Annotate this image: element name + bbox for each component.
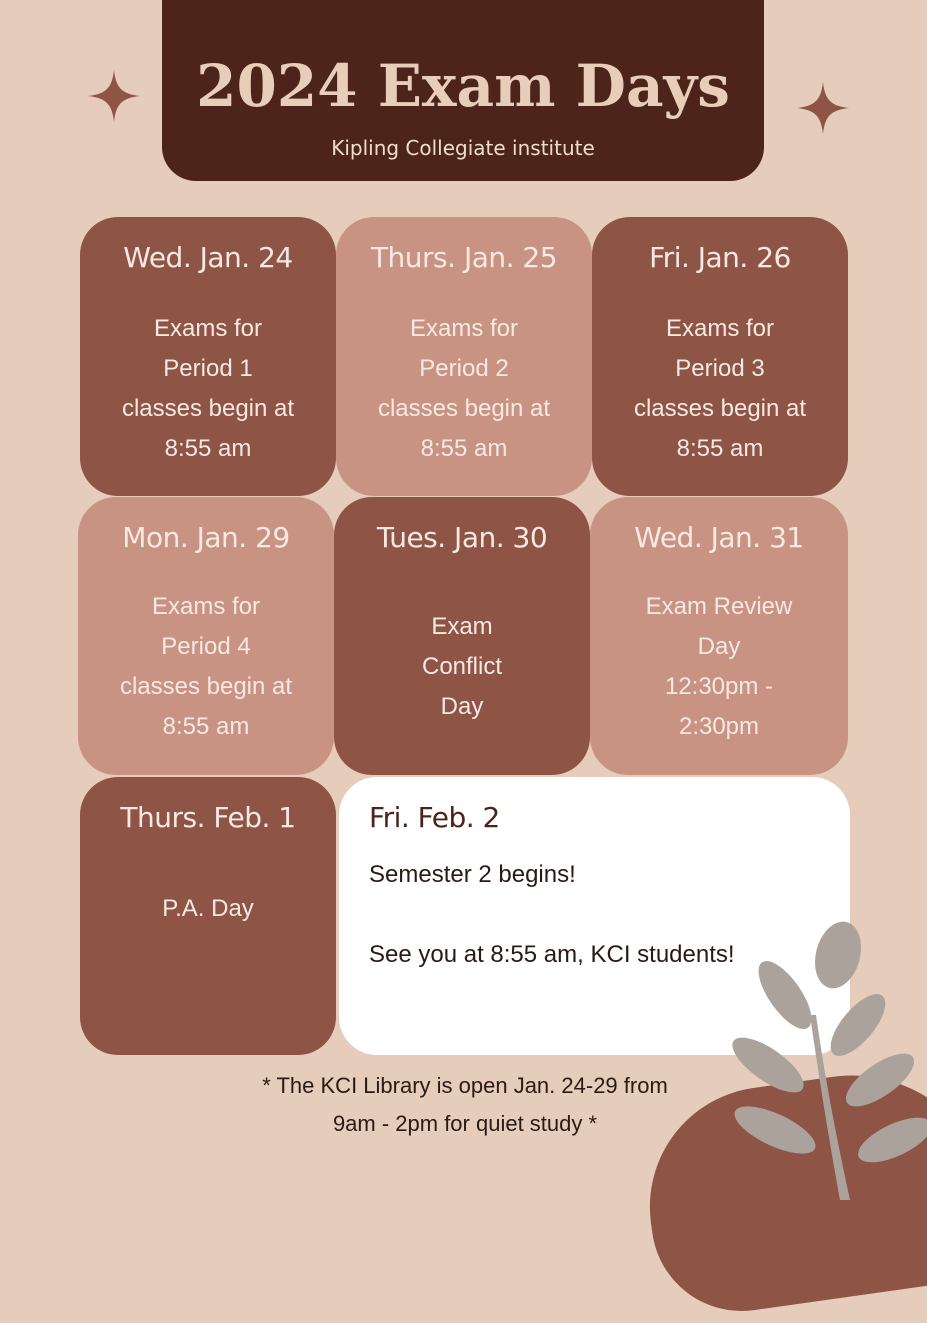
library-notice-line-1: * The KCI Library is open Jan. 24-29 from bbox=[262, 1073, 668, 1098]
day-card bbox=[336, 217, 592, 496]
detail-line: classes begin at bbox=[121, 395, 295, 422]
day-card bbox=[80, 217, 336, 496]
day-card bbox=[590, 497, 848, 775]
detail-line: Day bbox=[440, 693, 484, 720]
detail-line: 8:55 am bbox=[162, 713, 250, 740]
detail-line: 2:30pm bbox=[678, 713, 760, 740]
detail-line: Exams for bbox=[665, 315, 775, 342]
day-details bbox=[602, 587, 836, 747]
sparkle-icon bbox=[797, 82, 849, 134]
school-name: Kipling Collegiate institute bbox=[331, 136, 595, 160]
day-date: Thurs. Jan. 25 bbox=[370, 241, 558, 274]
sparkle-icon bbox=[88, 70, 140, 122]
detail-line: 8:55 am bbox=[420, 435, 508, 462]
day-date: Mon. Jan. 29 bbox=[122, 521, 290, 554]
day-details bbox=[90, 587, 322, 747]
day-card bbox=[80, 777, 336, 1055]
day-details bbox=[346, 607, 578, 727]
day-date: Tues. Jan. 30 bbox=[376, 521, 548, 554]
detail-line: Exam Review bbox=[645, 593, 793, 620]
detail-line: Period 1 bbox=[163, 355, 253, 382]
detail-line: Exams for bbox=[151, 593, 261, 620]
detail-line: Exams for bbox=[409, 315, 519, 342]
header-banner bbox=[162, 0, 764, 181]
detail-line: Period 2 bbox=[419, 355, 509, 382]
day-details bbox=[348, 309, 580, 469]
day-card bbox=[78, 497, 334, 775]
detail-line: Period 3 bbox=[675, 355, 765, 382]
detail-line: 8:55 am bbox=[676, 435, 764, 462]
welcome-message: See you at 8:55 am, KCI students! bbox=[369, 941, 735, 968]
detail-line: 8:55 am bbox=[164, 435, 252, 462]
day-card bbox=[592, 217, 848, 496]
day-date: Fri. Jan. 26 bbox=[649, 241, 791, 274]
detail-line: Period 4 bbox=[161, 633, 251, 660]
page-title: 2024 Exam Days bbox=[196, 52, 730, 120]
detail-line: classes begin at bbox=[633, 395, 807, 422]
detail-line: Exams for bbox=[153, 315, 263, 342]
day-date: Fri. Feb. 2 bbox=[369, 801, 500, 834]
detail-line: 12:30pm - bbox=[664, 673, 774, 700]
day-date: Wed. Jan. 24 bbox=[123, 241, 293, 274]
day-card bbox=[334, 497, 590, 775]
leaf-branch-icon bbox=[690, 915, 927, 1200]
day-details bbox=[92, 889, 324, 929]
day-date: Wed. Jan. 31 bbox=[634, 521, 804, 554]
day-date: Thurs. Feb. 1 bbox=[120, 801, 296, 834]
detail-line: classes begin at bbox=[119, 673, 293, 700]
day-details bbox=[92, 309, 324, 469]
detail-line: Exam bbox=[431, 613, 493, 640]
detail-line: Conflict bbox=[421, 653, 503, 680]
library-notice-line-2: 9am - 2pm for quiet study * bbox=[332, 1111, 598, 1136]
semester-announcement: Semester 2 begins! bbox=[369, 861, 576, 888]
detail-line: Day bbox=[697, 633, 741, 660]
detail-line: classes begin at bbox=[377, 395, 551, 422]
day-details bbox=[604, 309, 836, 469]
detail-line: P.A. Day bbox=[162, 895, 254, 922]
